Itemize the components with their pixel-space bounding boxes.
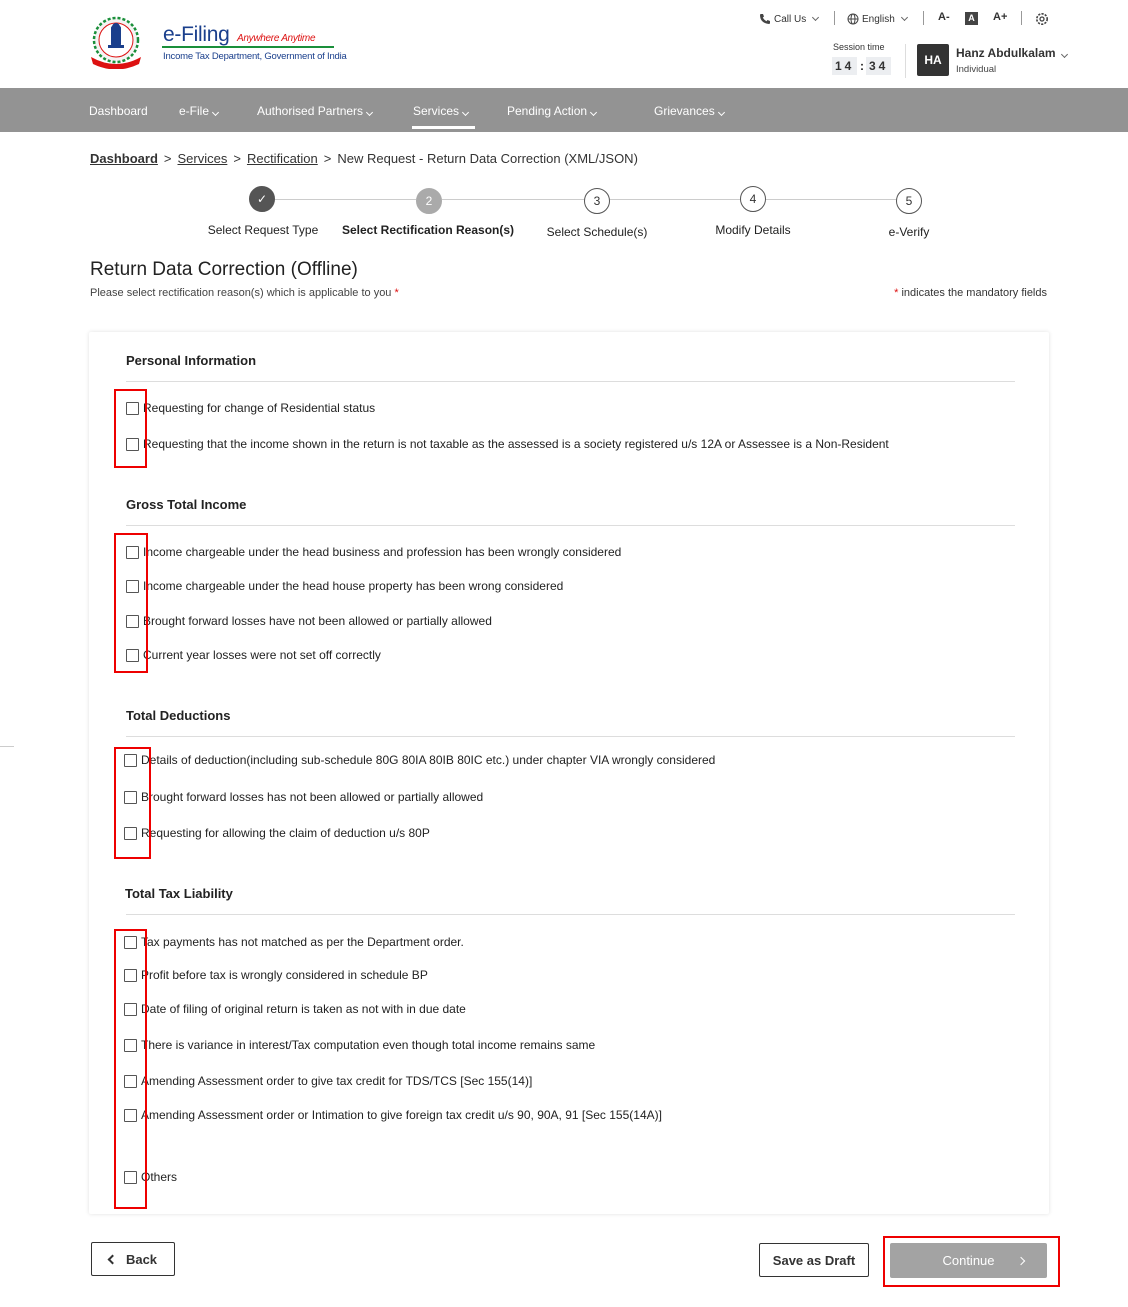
session-colon: : — [860, 59, 864, 73]
page-subtitle: Please select rectification reason(s) which is applicable to you * — [90, 287, 399, 299]
step-5-circle: 5 — [896, 188, 922, 214]
main-nav — [0, 88, 1128, 132]
reason-option[interactable] — [124, 753, 715, 767]
settings-icon[interactable] — [1035, 12, 1049, 26]
reason-label: Brought forward losses have not been allowed or partially allowed — [143, 614, 492, 628]
section-divider — [126, 381, 1015, 382]
reason-option[interactable] — [124, 1074, 532, 1088]
nav-pending-action[interactable]: Pending Action — [507, 104, 596, 118]
save-as-draft-button[interactable]: Save as Draft — [759, 1243, 869, 1277]
nav-active-indicator — [412, 126, 475, 129]
mandatory-note: * indicates the mandatory fields — [894, 287, 1047, 299]
checkbox[interactable] — [124, 969, 137, 982]
reason-label: Requesting that the income shown in the return is not taxable as the assessed is a society registered u/s 12A or Assessee is a Non-Resident — [143, 437, 889, 451]
section-title-gross-total-income: Gross Total Income — [126, 497, 247, 512]
divider — [834, 11, 835, 25]
nav-dashboard[interactable]: Dashboard — [89, 104, 148, 118]
breadcrumb-dashboard[interactable]: Dashboard — [90, 151, 158, 166]
chevron-down-icon — [718, 109, 725, 116]
back-button[interactable]: Back — [91, 1242, 175, 1276]
continue-button[interactable]: Continue — [890, 1243, 1047, 1278]
step-5-label: e-Verify — [888, 225, 930, 239]
step-connector — [442, 199, 584, 200]
session-time-label: Session time — [833, 42, 885, 52]
step-2-circle: 2 — [416, 188, 442, 214]
checkbox[interactable] — [126, 580, 139, 593]
checkbox[interactable] — [124, 1171, 137, 1184]
step-3-circle: 3 — [584, 188, 610, 214]
reason-option[interactable] — [124, 1002, 466, 1016]
chevron-right-icon — [1017, 1257, 1025, 1265]
checkbox[interactable] — [126, 438, 139, 451]
reason-label: Income chargeable under the head business and profession has been wrongly considered — [143, 545, 622, 559]
checkbox[interactable] — [126, 402, 139, 415]
user-name: Hanz Abdulkalam — [956, 46, 1056, 60]
step-connector — [275, 199, 416, 200]
chevron-down-icon — [462, 109, 469, 116]
reason-label: Profit before tax is wrongly considered in schedule BP — [141, 968, 428, 982]
reason-option[interactable] — [126, 545, 621, 559]
chevron-left-icon — [108, 1254, 118, 1264]
language-label: English — [862, 13, 895, 25]
reason-option[interactable] — [126, 437, 889, 451]
divider — [0, 746, 14, 747]
reason-label: There is variance in interest/Tax computation even though total income remains same — [141, 1038, 596, 1052]
breadcrumb: Dashboard > Services > Rectification > New Request - Return Data Correction (XML/JSON) — [90, 151, 638, 166]
checkbox[interactable] — [124, 754, 137, 767]
logo-title: e-Filing Anywhere Anytime — [163, 23, 316, 46]
step-2-label: Select Rectification Reason(s) — [341, 223, 515, 237]
step-4-circle: 4 — [740, 186, 766, 212]
section-divider — [126, 525, 1015, 526]
font-normal-button[interactable]: A — [965, 12, 978, 25]
checkbox[interactable] — [126, 649, 139, 662]
nav-authorised-partners[interactable]: Authorised Partners — [257, 104, 372, 118]
reason-option[interactable] — [124, 826, 430, 840]
reason-label: Others — [141, 1170, 178, 1184]
step-1-check-icon: ✓ — [249, 186, 275, 212]
globe-icon — [847, 13, 859, 25]
nav-services[interactable]: Services — [413, 104, 468, 118]
font-decrease-button[interactable]: A- — [938, 11, 950, 23]
checkbox[interactable] — [124, 1075, 137, 1088]
checkbox[interactable] — [124, 1109, 137, 1122]
breadcrumb-services[interactable]: Services — [177, 151, 228, 166]
reason-option[interactable] — [126, 648, 381, 662]
phone-icon — [759, 13, 771, 25]
checkbox[interactable] — [124, 827, 137, 840]
logo-underline — [162, 46, 334, 48]
font-increase-button[interactable]: A+ — [993, 11, 1008, 23]
section-divider — [126, 736, 1015, 737]
reason-label: Details of deduction(including sub-schedule 80G 80IA 80IB 80IC etc.) under chapter VIA wrongly considered — [141, 753, 716, 767]
reason-label: Brought forward losses has not been allowed or partially allowed — [141, 790, 484, 804]
reason-label: Amending Assessment order or Intimation to give foreign tax credit u/s 90, 90A, 91 [Sec 155(14A)] — [141, 1108, 662, 1122]
checkbox[interactable] — [124, 1003, 137, 1016]
divider — [905, 44, 906, 78]
step-connector — [766, 199, 896, 200]
session-minutes: 14 — [832, 57, 857, 75]
emblem-icon — [87, 15, 145, 69]
efiling-logo[interactable] — [87, 15, 347, 71]
section-title-total-tax-liability: Total Tax Liability — [125, 886, 233, 901]
session-seconds: 34 — [866, 57, 891, 75]
checkbox[interactable] — [124, 936, 137, 949]
chevron-down-icon — [366, 109, 373, 116]
step-4-label: Modify Details — [715, 223, 791, 237]
breadcrumb-rectification[interactable]: Rectification — [246, 151, 318, 166]
reason-label: Requesting for change of Residential status — [143, 401, 376, 415]
call-us-menu[interactable] — [759, 10, 818, 28]
reason-label: Amending Assessment order to give tax credit for TDS/TCS [Sec 155(14)] — [141, 1074, 533, 1088]
logo-tagline: Anywhere Anytime — [237, 33, 316, 44]
logo-subtitle: Income Tax Department, Government of India — [163, 51, 347, 62]
chevron-down-icon — [212, 109, 219, 116]
chevron-down-icon — [1061, 51, 1068, 58]
user-role: Individual — [956, 64, 997, 75]
reason-label: Income chargeable under the head house property has been wrong considered — [143, 579, 564, 593]
reason-label: Date of filing of original return is taken as not with in due date — [141, 1002, 466, 1016]
section-title-personal-information: Personal Information — [126, 353, 257, 368]
reason-option[interactable] — [124, 1108, 662, 1122]
reason-option[interactable] — [126, 579, 563, 593]
reason-label: Current year losses were not set off correctly — [143, 648, 381, 662]
section-divider — [126, 914, 1015, 915]
user-menu[interactable] — [956, 46, 1067, 60]
checkbox[interactable] — [124, 1039, 137, 1052]
checkbox[interactable] — [126, 546, 139, 559]
call-us-label: Call Us — [774, 13, 807, 25]
checkbox[interactable] — [124, 791, 137, 804]
step-1-label: Select Request Type — [207, 223, 319, 237]
reason-label: Tax payments has not matched as per the Department order. — [141, 935, 464, 949]
section-title-total-deductions: Total Deductions — [126, 708, 231, 723]
page-title: Return Data Correction (Offline) — [90, 259, 358, 280]
divider — [923, 11, 924, 25]
nav-grievances[interactable]: Grievances — [654, 104, 724, 118]
site-header — [0, 0, 1128, 88]
reason-label: Requesting for allowing the claim of deduction u/s 80P — [141, 826, 430, 840]
chevron-down-icon — [812, 14, 819, 21]
reason-option[interactable] — [126, 614, 492, 628]
checkbox[interactable] — [126, 615, 139, 628]
avatar[interactable]: HA — [917, 44, 949, 76]
chevron-down-icon — [901, 14, 908, 21]
step-3-label: Select Schedule(s) — [546, 225, 648, 239]
breadcrumb-current: New Request - Return Data Correction (XML/JSON) — [337, 151, 638, 166]
divider — [1021, 11, 1022, 25]
reason-option[interactable] — [124, 968, 428, 982]
chevron-down-icon — [590, 109, 597, 116]
step-connector — [610, 199, 740, 200]
reason-option[interactable] — [124, 790, 483, 804]
reason-option[interactable] — [126, 401, 375, 415]
nav-efile[interactable]: e-File — [179, 104, 218, 118]
reason-option[interactable] — [124, 1038, 595, 1052]
reason-option-others[interactable] — [124, 1170, 177, 1184]
reason-option[interactable] — [124, 935, 464, 949]
language-menu[interactable] — [847, 10, 907, 28]
